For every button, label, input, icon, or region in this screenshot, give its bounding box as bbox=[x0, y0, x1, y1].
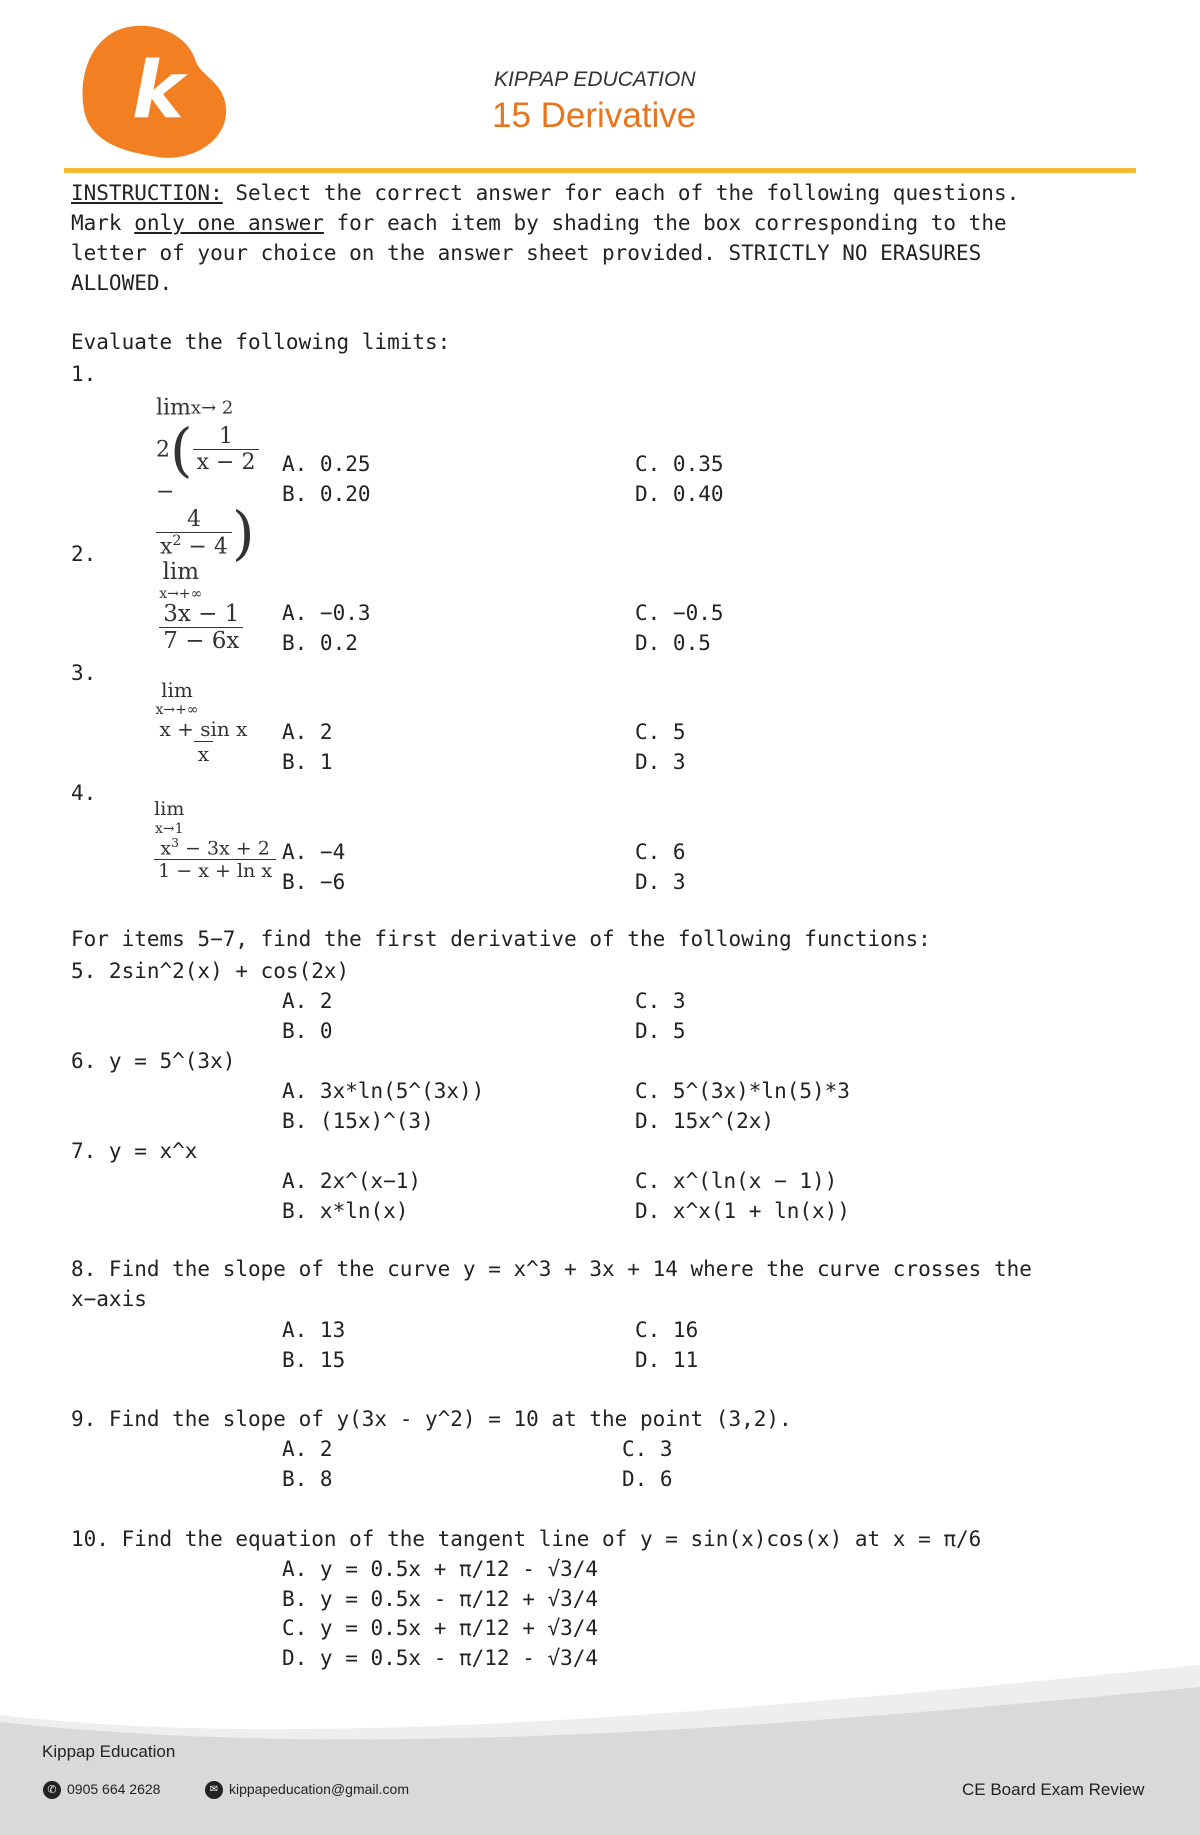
page-title: 15 Derivative bbox=[492, 96, 697, 135]
q3-option-d[interactable]: D. 3 bbox=[635, 750, 686, 774]
q8-option-d[interactable]: D. 11 bbox=[635, 1348, 699, 1372]
kippap-logo bbox=[78, 22, 238, 162]
q6-option-a[interactable]: A. 3x*ln(5^(3x)) bbox=[282, 1079, 485, 1103]
q7-option-d[interactable]: D. x^x(1 + ln(x)) bbox=[635, 1199, 850, 1223]
q7-option-a[interactable]: A. 2x^(x−1) bbox=[282, 1169, 422, 1193]
q2-option-b[interactable]: B. 0.2 bbox=[282, 631, 358, 655]
q4-option-d[interactable]: D. 3 bbox=[635, 870, 686, 894]
q3-option-b[interactable]: B. 1 bbox=[282, 750, 333, 774]
q3-option-c[interactable]: C. 5 bbox=[635, 720, 686, 744]
q2-option-c[interactable]: C. −0.5 bbox=[635, 601, 724, 625]
q2-expression: lim x→+∞ $\frac{3x - 1}{7 - 6x}$ bbox=[130, 535, 243, 680]
q4-expression: lim x→1 $\frac{x^3 - 3x + 2}{\text{1 − x + ln x}}$ bbox=[130, 778, 276, 904]
q8-option-b[interactable]: B. 15 bbox=[282, 1348, 346, 1372]
instruction-label: INSTRUCTION: bbox=[71, 181, 223, 205]
q5-option-b[interactable]: B. 0 bbox=[282, 1019, 333, 1043]
q1-expression: limx→ 2 2( $\frac{1}{x - 2}$ − $\frac{4}{x^2 - 4}$ ) bbox=[128, 370, 259, 587]
footer-phone: 0905 664 2628 bbox=[67, 1781, 161, 1797]
footer-org: Kippap Education bbox=[42, 1742, 176, 1761]
q5-option-d[interactable]: D. 5 bbox=[635, 1019, 686, 1043]
org-name: KIPPAP EDUCATION bbox=[494, 68, 696, 91]
q9-option-d[interactable]: D. 6 bbox=[622, 1467, 673, 1491]
q1-option-c[interactable]: C. 0.35 bbox=[635, 452, 724, 476]
q6-option-c[interactable]: C. 5^(3x)*ln(5)*3 bbox=[635, 1079, 850, 1103]
q1-option-b[interactable]: B. 0.20 bbox=[282, 482, 371, 506]
q10-option-d[interactable]: D. y = 0.5x - π/12 - √3/4 bbox=[282, 1646, 599, 1670]
footer-email: kippapeducation@gmail.com bbox=[229, 1781, 409, 1797]
q8-option-c[interactable]: C. 16 bbox=[635, 1318, 699, 1342]
footer-tagline: CE Board Exam Review bbox=[962, 1780, 1145, 1799]
q1-option-d[interactable]: D. 0.40 bbox=[635, 482, 724, 506]
email-icon: ✉ bbox=[205, 1781, 223, 1799]
q4-option-a[interactable]: A. −4 bbox=[282, 840, 346, 864]
q9-option-c[interactable]: C. 3 bbox=[622, 1437, 673, 1461]
q4-option-c[interactable]: C. 6 bbox=[635, 840, 686, 864]
q10-option-b[interactable]: B. y = 0.5x - π/12 + √3/4 bbox=[282, 1587, 599, 1611]
header-rule bbox=[64, 168, 1136, 173]
q9-option-a[interactable]: A. 2 bbox=[282, 1437, 333, 1461]
q7-option-c[interactable]: C. x^(ln(x − 1)) bbox=[635, 1169, 838, 1193]
q10-option-c[interactable]: C. y = 0.5x + π/12 + √3/4 bbox=[282, 1616, 599, 1640]
q6-option-d[interactable]: D. 15x^(2x) bbox=[635, 1109, 775, 1133]
q3-option-a[interactable]: A. 2 bbox=[282, 720, 333, 744]
section-limits: Evaluate the following limits: bbox=[71, 330, 451, 354]
q4-option-b[interactable]: B. −6 bbox=[282, 870, 346, 894]
logo-letter: k bbox=[132, 46, 184, 136]
q3-expression: lim x→+∞ $\frac{\text{x + sin x}}{x}$ bbox=[155, 678, 248, 766]
q1-option-a[interactable]: A. 0.25 bbox=[282, 452, 371, 476]
q8-option-a[interactable]: A. 13 bbox=[282, 1318, 346, 1342]
q5-option-c[interactable]: C. 3 bbox=[635, 989, 686, 1013]
phone-icon: ✆ bbox=[43, 1781, 61, 1799]
q7-option-b[interactable]: B. x*ln(x) bbox=[282, 1199, 409, 1223]
footer-background bbox=[0, 1655, 1200, 1835]
q5-option-a[interactable]: A. 2 bbox=[282, 989, 333, 1013]
only-one-answer: only one answer bbox=[134, 211, 324, 235]
q2-option-d[interactable]: D. 0.5 bbox=[635, 631, 711, 655]
q9-option-b[interactable]: B. 8 bbox=[282, 1467, 333, 1491]
section-derivatives: For items 5−7, find the first derivative of the following functions: bbox=[71, 927, 931, 951]
q2-option-a[interactable]: A. −0.3 bbox=[282, 601, 371, 625]
q10-option-a[interactable]: A. y = 0.5x + π/12 - √3/4 bbox=[282, 1557, 599, 1581]
q6-option-b[interactable]: B. (15x)^(3) bbox=[282, 1109, 434, 1133]
